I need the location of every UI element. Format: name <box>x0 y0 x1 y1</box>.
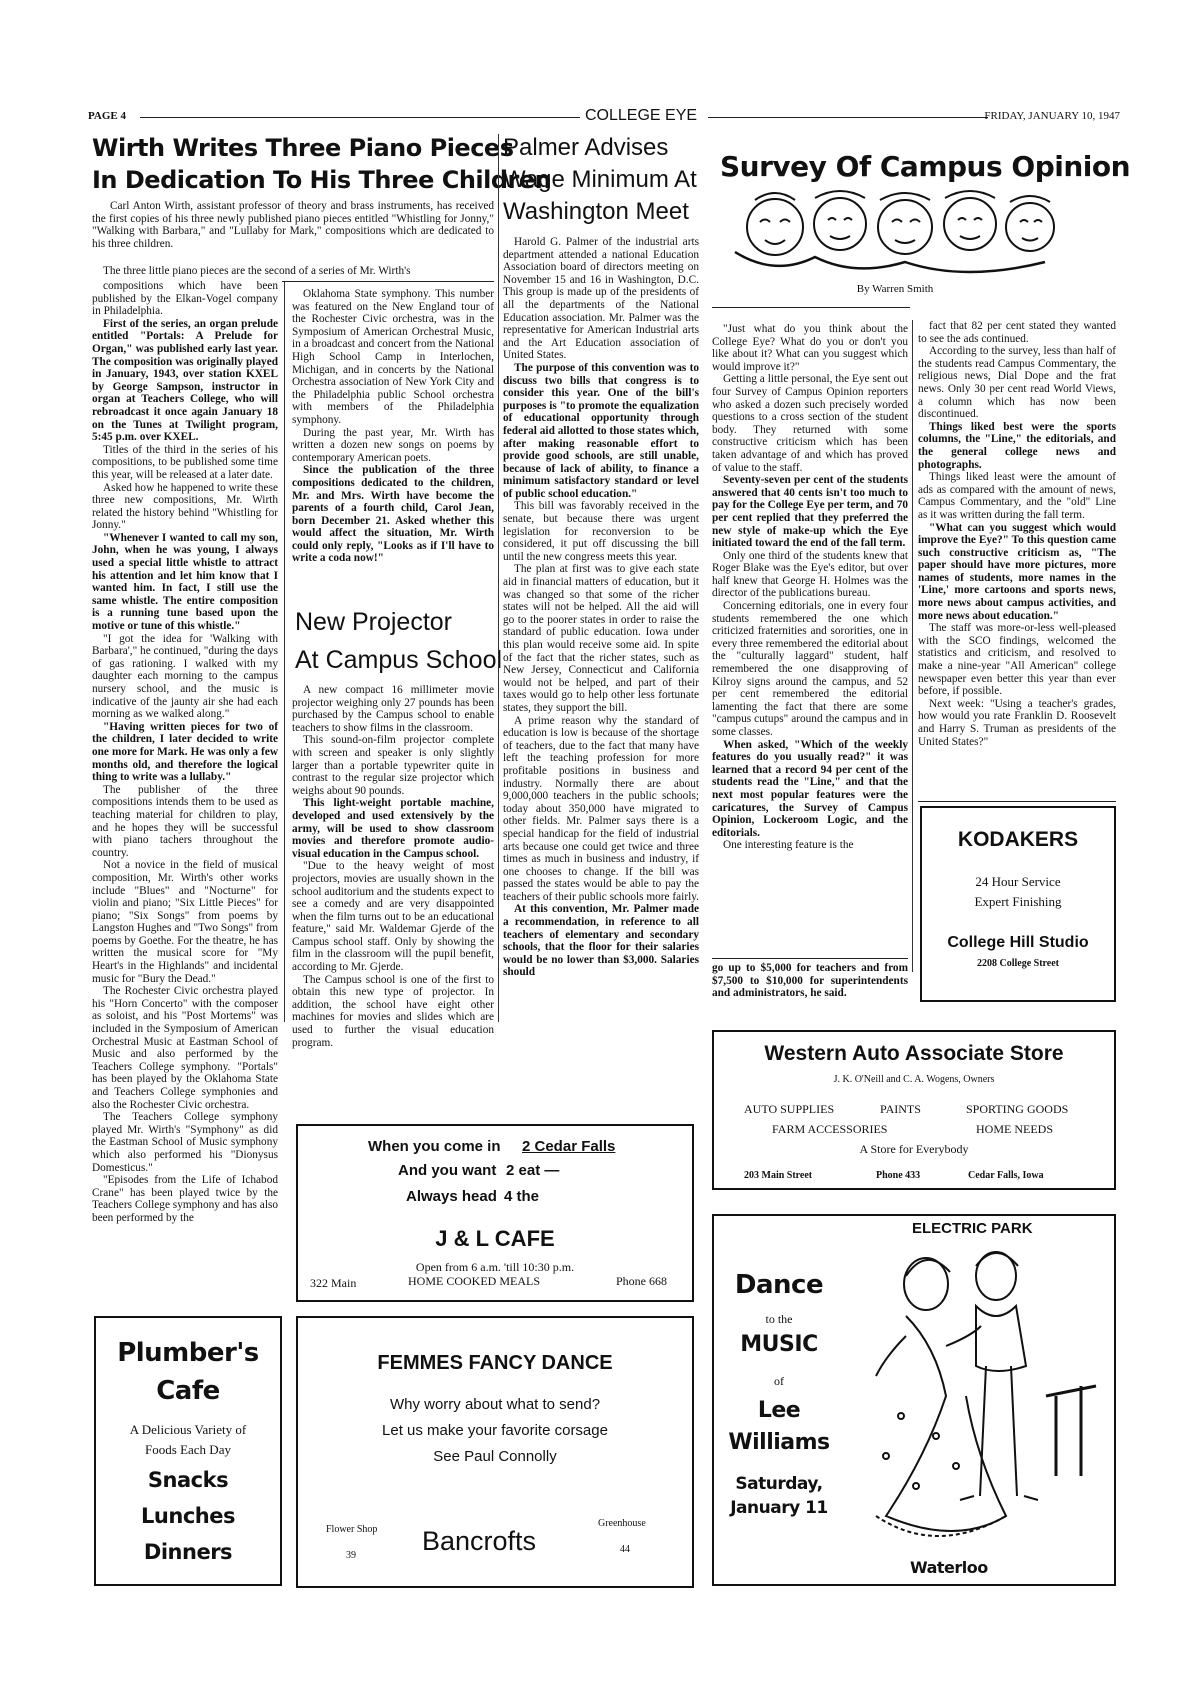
jl-hours: Open from 6 a.m. 'till 10:30 p.m. <box>415 1260 575 1274</box>
bancrofts-greenhouse-number: 44 <box>620 1544 630 1555</box>
palmer-headline-3: Washington Meet <box>503 198 689 225</box>
plumbers-dinners: Dinners <box>143 1540 233 1564</box>
western-owners: J. K. O'Neill and C. A. Wogens, Owners <box>833 1074 995 1085</box>
jl-line-2a: And you want <box>398 1162 497 1179</box>
western-title: Western Auto Associate Store <box>764 1042 1064 1065</box>
bancrofts-title: FEMMES FANCY DANCE <box>377 1352 613 1374</box>
wirth-headline-1: Wirth Writes Three Piano Pieces <box>92 134 514 162</box>
paper-name: COLLEGE EYE <box>585 107 698 124</box>
palmer-body <box>503 236 699 1022</box>
bancrofts-line-2: Let us make your favorite corsage <box>382 1422 608 1439</box>
kodakers-studio: College Hill Studio <box>947 934 1089 951</box>
jl-meals: HOME COOKED MEALS <box>408 1274 540 1288</box>
dancing-couple-illustration <box>846 1236 1112 1562</box>
paragraph: Things liked best were the sports columns, the "Line," the editorials, and the general college news and photographs. <box>918 420 1116 471</box>
paragraph: fact that 82 per cent stated they wanted to see the ads continued. <box>918 320 1116 345</box>
paragraph: One interesting feature is the <box>723 839 854 852</box>
paragraph: At this convention, Mr. Palmer made a recommendation, in reference to all teachers of elementary and secondary schools, that the floor for their salaries would be no lower than $3,000. Salaries should <box>503 903 699 979</box>
electric-dance: Dance <box>734 1270 824 1300</box>
western-tagline: A Store for Everybody <box>859 1142 969 1156</box>
electric-lee: Lee <box>757 1398 801 1423</box>
palmer-headline-2: Wage Minimum At <box>503 166 697 193</box>
plumbers-cafe-ad <box>94 1316 282 1586</box>
plumbers-desc-1: A Delicious Variety of <box>129 1422 247 1437</box>
bancrofts-flower-shop-number: 39 <box>346 1550 356 1561</box>
paragraph: The purpose of this convention was to discuss two bills that congress is to consider this year. One of the bill's purposes is "to promote the equalization of educational opportunity through federal aid allotted to those states which, after making reasonable effort to provide good schools, are still unable, because of lack of ability, to finance a minimum satisfactory standard or level of public school education." <box>503 361 699 500</box>
wirth-lede-paragraph-2: The three little piano pieces are the second of a series of Mr. Wirth's <box>103 265 411 277</box>
paragraph: Only one third of the students knew that Roger Blake was the Eye's editor, but over half knew that George H. Holmes was the director of the publications bureau. <box>712 549 908 600</box>
electric-date: January 11 <box>730 1498 828 1518</box>
electric-city: Waterloo <box>910 1558 988 1577</box>
electric-of: of <box>774 1374 784 1388</box>
western-item-farm-accessories: FARM ACCESSORIES <box>772 1122 888 1136</box>
paragraph: Not a novice in the field of musical composition, Mr. Wirth's other works include "Blues" and "Nocturne" for violin and piano; "Six Little Pieces" for piano; "Six Songs" from poems by Langston Hughes and "Two Songs" from poems by Goethe. For the theatre, he has written the musical score for "My Heart's in the Highlands" and incidental music for "Bury the Dead." <box>92 859 278 985</box>
paragraph: Since the publication of the three compositions dedicated to the children, Mr. and Mrs. Wirth have become the parents of a fourth child, Carol Jean, born December 21. Asked whether this would affect the situation, Mr. Wirth could only reply, "Looks as if I'll have to write a coda now!" <box>292 464 494 565</box>
paragraph: "Having written pieces for two of the children, I later decided to write one more for Mark. He was only a few months old, and therefore the logical thing to write was a lullaby." <box>92 720 278 784</box>
bancrofts-flower-shop: Flower Shop <box>326 1524 378 1535</box>
electric-park-ad <box>712 1214 1116 1586</box>
kodakers-line-1: 24 Hour Service <box>975 874 1061 889</box>
wirth-column-1 <box>92 280 278 1386</box>
kodakers-address: 2208 College Street <box>976 958 1059 969</box>
survey-byline: By Warren Smith <box>856 283 934 295</box>
paragraph: The Campus school is one of the first to obtain this new type of projector. In addition, the school have eight other machines for movies and slides which are used to further the visual education program. <box>292 973 494 1049</box>
paragraph: The staff was more-or-less well-pleased with the SCO findings, welcomed the statistics and criticism, and resolved to make a nine-year "All American" college newspaper even better this year than ever before, if possible. <box>918 622 1116 698</box>
paragraph: A prime reason why the standard of education is low is because of the shortage of teachers, due to the fact that many have left the teaching profession for more profitable positions in business and industry. Normally there are about 9,000,000 teachers in the public schools; today about 350,000 have migrated to other fields. Mr. Palmer says there is a special handicap for the field of industrial arts because one could get twice and three times as much in business and industry, if one chooses to change. If the bill was passed the states would be able to pay the teachers of their public schools more fairly. <box>503 714 699 903</box>
paragraph: The Rochester Civic orchestra played his "Horn Concerto" with the composer as soloist, and his "Post Mortems" was included in the Symposium of American Orchestral Music at Eastman School of Music and also performed by the Teachers College symphony. "Portals" has been played by the Oklahoma State and Teachers College symphonies and also the Rochester Civic orchestra. <box>92 985 278 1111</box>
plumbers-desc-2: Foods Each Day <box>145 1442 231 1457</box>
jl-line-1a: When you come in <box>368 1138 501 1155</box>
paragraph: "Due to the heavy weight of most projectors, movies are usually shown in the school auditorium and the students expect to see a comedy and are very disappointed when the film turns out to be an educational feature," said Mr. Waldemar Gjerde of the Campus school staff. Only by showing the film in the classroom will the pupil benefit, according to Mr. Gjerde. <box>292 860 494 974</box>
plumbers-snacks: Snacks <box>147 1468 229 1492</box>
page-number: PAGE 4 <box>88 110 126 122</box>
paragraph: compositions which have been published by the Elkan-Vogel company in Philadelphia. <box>92 280 278 318</box>
paragraph: First of the series, an organ prelude entitled "Portals: A Prelude for Organ," was published early last year. The composition was originally played in January, 1943, over station KXEL by George Sampson, instructor in organ at Teachers College, who will rebroadcast it once again January 18 on the Tunes at Twilight program, 5:45 p.m. over KXEL. <box>92 317 278 444</box>
paragraph: This sound-on-film projector complete with screen and speaker is only slightly larger than a portable typewriter quite in contrast to the regular size projector which weighs about 90 pounds. <box>292 734 494 797</box>
masthead <box>88 107 1120 126</box>
paragraph: This bill was favorably received in the senate, but because there was urgent legislation for reconversion to be considered, it put off discussing the bill until the new congress meets this year. <box>503 500 699 563</box>
western-item-sporting-goods: SPORTING GOODS <box>966 1102 1069 1116</box>
paragraph: Getting a little personal, the Eye sent out four Survey of Campus Opinion reporters who asked a dozen such precisely worded questions to a cross section of the student body. They returned with some constructive criticism which has been taken advantage of and which has proved of value to the staff. <box>712 373 908 474</box>
projector-body <box>292 684 494 1049</box>
survey-column-1 <box>712 323 908 953</box>
kodakers-ad <box>920 806 1116 1002</box>
jl-line-2b: 2 eat — <box>506 1162 560 1179</box>
paragraph: The Teachers College symphony played Mr. Wirth's "Symphony" as did the Eastman School of Music symphony which also performed his "Dionysus Domesticus." <box>92 1111 278 1174</box>
palmer-jump-text: go up to $5,000 for teachers and from $7,500 to $10,000 for superintendents and administrators, he said. <box>712 962 908 1000</box>
western-item-auto-supplies: AUTO SUPPLIES <box>744 1102 835 1116</box>
paragraph: A new compact 16 millimeter movie projector weighing only 27 pounds has been purchased by the Campus school to enable teachers to show films in the classroom. <box>292 684 494 734</box>
paragraph: "What can you suggest which would improve the Eye?" To this question came such constructive criticism as, "The paper should have more pictures, more names of students, more names in the 'Line,' more cartoons and sports news, more news about campus activities, and more news about education." <box>918 521 1116 622</box>
western-phone: Phone 433 <box>876 1170 921 1181</box>
wirth-lede-paragraph: Carl Anton Wirth, assistant professor of theory and brass instruments, has received the first copies of his three newly published piano pieces entitled "Whistling for Jonny," "Walking with Barbara," and "Lullaby for Mark," compositions which are dedicated to his three children. <box>92 200 494 250</box>
paragraph: When asked, "Which of the weekly features do you usually read?" it was learned that a record 94 per cent of the students read the "Line," and that the next most popular features were the caricatures, the Survey of Campus Opinion, Lockeroom Logic, and the editorials. <box>712 738 908 839</box>
survey-column-2 <box>918 320 1116 748</box>
paragraph: The publisher of the three compositions intends them to be used as teaching material for children to play, and he hopes they will be successful with piano tachers throughout the country. <box>92 783 278 859</box>
bancrofts-line-1: Why worry about what to send? <box>389 1396 601 1413</box>
paragraph: Asked how he happened to write these three new compositions, Mr. Wirth related the history behind "Whistling for Jonny." <box>92 481 278 532</box>
paragraph: Seventy-seven per cent of the students answered that 40 cents isn't too much to pay for the College Eye per term, and 70 per cent replied that they preferred the new style of make-up which the Eye initiated toward the end of the fall term. <box>712 474 908 550</box>
jl-line-3a: Always head <box>406 1188 497 1205</box>
western-address: 203 Main Street <box>744 1170 813 1181</box>
survey-title: Survey Of Campus Opinion <box>720 150 1131 183</box>
paragraph: "Episodes from the Life of Ichabod Crane" has been played twice by the Teachers College symphony and has also been performed by the <box>92 1174 278 1224</box>
paragraph: "Whenever I wanted to call my son, John, when he was young, I always used a special little whistle to attract his attention and let him know that I wanted him. In fact, I still use the same whistle. The entire composition is a running tune based upon the motive or tune of this whistle." <box>92 531 278 633</box>
paragraph: Things liked least were the amount of ads as compared with the amount of news, Campus Commentary, and the "old" Line as it was written during the fall term. <box>918 471 1116 521</box>
paragraph: According to the survey, less than half of the students read Campus Commentary, the religious news, Dial Dope and the frat news. Only 30 per cent read World Views, a column which has now been discontinued. <box>918 345 1116 421</box>
issue-date: FRIDAY, JANUARY 10, 1947 <box>984 110 1120 122</box>
electric-williams: Williams <box>728 1430 830 1455</box>
paragraph: Harold G. Palmer of the industrial arts department attended a national Education Association board of directors meeting on November 15 and 16 in Washington, D.C. This group is made up of the presidents of all the departments of the National Education association. Mr. Palmer was the representative for American Industrial arts and the Art Education association of United States. <box>503 236 699 362</box>
jl-cafe-ad <box>296 1124 694 1302</box>
jl-line-1b: 2 Cedar Falls <box>522 1138 616 1155</box>
wirth-lede-continued <box>92 265 494 278</box>
paragraph: "I got the idea for 'Walking with Barbara'," he continued, "during the days of gas rationing. I walked with my daughter each morning to the campus nursery school, and the music is indicative of the jaunty air she had each morning as we walked along." <box>92 632 278 721</box>
paragraph: Titles of the third in the series of his compositions, to be published some time this year, will be released at a later date. <box>92 443 278 481</box>
western-auto-ad <box>712 1030 1116 1190</box>
projector-headline-1: New Projector <box>295 608 452 636</box>
western-item-paints: PAINTS <box>880 1102 921 1116</box>
electric-music: MUSIC <box>740 1332 818 1357</box>
electric-to-the: to the <box>765 1312 793 1326</box>
bancrofts-greenhouse: Greenhouse <box>598 1518 646 1529</box>
kodakers-line-2: Expert Finishing <box>974 894 1062 909</box>
paragraph: This light-weight portable machine, developed and used extensively by the army, will be used to show classroom movies and therefore promote audio-visual education in the Campus school. <box>292 797 494 860</box>
caricature-illustration <box>730 182 1060 277</box>
plumbers-lunches: Lunches <box>141 1504 235 1528</box>
wirth-headline-2: In Dedication To His Three Children <box>92 166 552 194</box>
western-item-home-needs: HOME NEEDS <box>976 1122 1053 1136</box>
electric-day: Saturday, <box>735 1474 823 1494</box>
western-city: Cedar Falls, Iowa <box>968 1170 1044 1181</box>
paragraph: During the past year, Mr. Wirth has written a dozen new songs on poems by contemporary American poets. <box>292 426 494 464</box>
palmer-headline-1: Palmer Advises <box>503 134 669 161</box>
bancrofts-ad <box>296 1316 694 1588</box>
jl-phone: Phone 668 <box>616 1274 667 1288</box>
wirth-lede <box>92 200 494 252</box>
plumbers-title-2: Cafe <box>156 1376 220 1406</box>
plumbers-title-1: Plumber's <box>117 1338 259 1368</box>
projector-headline-2: At Campus School <box>295 646 503 674</box>
paragraph: The plan at first was to give each state aid in financial matters of education, but it was changed so that some of the richer states will not be helped. All the aid will go to the poorer states in order to raise the standard of public education. Iowa under this plan would receive some aid. In spite of the fact that the richer states, such as New Jersey, Connecticut and California would not be helped, and part of their taxes would go to help other less fortunate states, they support the bill. <box>503 563 699 714</box>
bancrofts-line-3: See Paul Connolly <box>433 1448 557 1465</box>
palmer-jump <box>712 962 908 1014</box>
wirth-column-2 <box>292 288 494 565</box>
jl-name: J & L CAFE <box>435 1226 555 1251</box>
paragraph: Concerning editorials, one in every four students remembered the one which criticized fraternities and sororities, one in every three remembered the editorial about the "culturally laggard" student, half remembered the one disapproving of Kilroy signs around the campus, and 52 per cent remembered the editorial lamenting the fact that there are some "campus cutups" around the campus and in some classes. <box>712 600 908 738</box>
kodakers-title: KODAKERS <box>957 828 1079 851</box>
bancrofts-name: Bancrofts <box>422 1526 537 1556</box>
paragraph: Oklahoma State symphony. This number was featured on the New England tour of the Rochester Civic orchestra, was in the Symposium of American Orchestral Music, in a broadcast and concert from the National High School Camp in Interlochen, Michigan, and in concerts by the National Orchestra association of New York City and the Philadelphia public School orchestra with members of the Philadelphia symphony. <box>292 288 494 426</box>
paragraph: "Just what do you think about the College Eye? What do you or don't you like about it? What can you suggest which would improve it?" <box>712 323 908 373</box>
jl-line-3b: 4 the <box>504 1188 540 1205</box>
jl-address: 322 Main <box>310 1276 357 1290</box>
paragraph: Next week: "Using a teacher's grades, how would you rate Franklin D. Roosevelt and Harry S. Truman as presidents of the United States?" <box>918 697 1116 748</box>
electric-park-title: ELECTRIC PARK <box>912 1220 1033 1237</box>
